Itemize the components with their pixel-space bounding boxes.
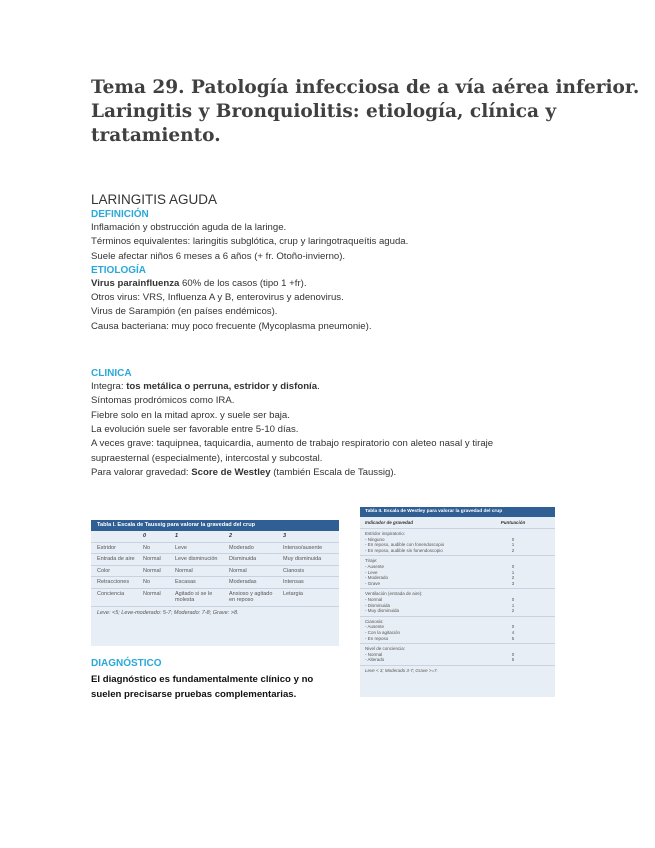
- table-cell: 4: [511, 629, 515, 635]
- table-cell: Cianosis: [283, 567, 305, 574]
- table-cell: 0: [511, 536, 515, 542]
- diagnostico-line: suelen precisarse pruebas complementarias.: [91, 688, 297, 700]
- table-cell: - Muy disminuida: [365, 608, 400, 614]
- table-row: [365, 581, 550, 587]
- group-title: Cianosis:: [365, 618, 384, 624]
- table-cell: - Normal: [365, 596, 383, 602]
- taussig-table-footer: Leve: <5; Leve-moderado: 5-7; Moderado: 7-8; Grave: >8.: [97, 609, 239, 616]
- etiologia-line: [91, 277, 561, 291]
- table-cell: - Normal: [365, 651, 383, 657]
- table-cell: - Ausente: [365, 624, 385, 630]
- table-header-cell: 2: [229, 533, 233, 539]
- table-cell: 1: [511, 542, 515, 548]
- table-header-row: [360, 517, 555, 529]
- table-row: [91, 566, 339, 578]
- table-header-cell: 3: [283, 533, 287, 539]
- table-cell: - Alterado: [365, 657, 385, 663]
- clinica-line: Síntomas prodrómicos como IRA.: [91, 395, 235, 407]
- table-cell: Ansioso y agitado en reposo: [229, 590, 273, 603]
- table-cell: Conciencia: [97, 590, 125, 597]
- table-cell: Estridor: [97, 544, 116, 551]
- table-cell: - Leve: [365, 569, 378, 575]
- table-cell: - Ausente: [365, 563, 385, 569]
- table-cell: Leve disminución: [175, 556, 218, 562]
- table-cell: - Con la agitación: [365, 629, 401, 635]
- table-cell: Letargia: [283, 590, 303, 597]
- table-cell: 2: [511, 547, 515, 553]
- table-group: [360, 617, 555, 644]
- table-header-cell: 0: [143, 533, 147, 539]
- table-row: [365, 657, 550, 663]
- etiologia-bold: Virus parainfluenza: [91, 277, 180, 289]
- table-row: [91, 543, 339, 555]
- table-group: [360, 529, 555, 556]
- table-cell: 0: [511, 624, 515, 630]
- table-cell: - En reposo: [365, 635, 389, 641]
- title-line-2: Laringitis y Bronquiolitis: etiología, clínica y: [91, 101, 557, 122]
- definicion-heading: DEFINICIÓN: [91, 209, 149, 220]
- page-title: [91, 76, 640, 148]
- table-cell: 5: [511, 657, 515, 663]
- westley-table: [360, 507, 555, 697]
- section-heading: LARINGITIS AGUDA: [91, 192, 218, 207]
- group-title: Estridor inspiratorio:: [365, 531, 406, 536]
- table-cell: No: [143, 544, 151, 551]
- clinica-line: A veces grave: taquipnea, taquicardia, aumento de trabajo respiratorio con aleteo nasal y tiraje: [91, 438, 494, 450]
- clinica-line: [91, 380, 561, 394]
- table-header-cell: 1: [175, 533, 179, 539]
- group-title: Nivel de conciencia:: [365, 646, 406, 652]
- table-row: [91, 554, 339, 566]
- table-cell: 0: [511, 563, 515, 569]
- table-cell: 5: [511, 635, 515, 641]
- table-cell: - En reposo, audible sin fonendoscopio: [365, 547, 443, 553]
- table-cell: Intensas: [283, 579, 304, 585]
- table-cell: Normal: [143, 556, 161, 562]
- table-cell: Agitado si se le molesta: [175, 590, 213, 603]
- clinica-heading: CLINICA: [91, 368, 132, 380]
- table-group: [360, 644, 555, 666]
- taussig-table: [91, 520, 339, 646]
- title-line-1: Tema 29. Patología infecciosa de a vía aérea inferior.: [91, 77, 640, 98]
- title-line-3: tratamiento.: [91, 125, 221, 146]
- table-cell: Escasas: [175, 579, 196, 585]
- definicion-line: Suele afectar niños 6 meses a 6 años (+ fr. Otoño-invierno).: [91, 250, 346, 262]
- group-title: Tiraje:: [365, 558, 378, 564]
- clinica-line: Fiebre solo en la mitad aprox. y suele ser baja.: [91, 409, 290, 421]
- diagnostico-line: El diagnóstico es fundamentalmente clínico y no: [91, 674, 314, 685]
- table-cell: 2: [511, 575, 515, 581]
- etiologia-line: Causa bacteriana: muy poco frecuente (Mycoplasma pneumonie).: [91, 320, 372, 332]
- table-row: [91, 577, 339, 589]
- clinica-last-end: (también Escala de Taussig).: [270, 466, 397, 478]
- clinica-bold: tos metálica o perruna, estridor y disfonía: [126, 381, 318, 393]
- table-header-row: [91, 531, 339, 543]
- etiologia-line: Otros virus: VRS, Influenza A y B, enterovirus y adenovirus.: [91, 292, 344, 304]
- table-cell: 1: [511, 569, 515, 575]
- diagnostico-text: [91, 673, 353, 702]
- main-content: [91, 191, 561, 480]
- table-cell: Disminuida: [229, 556, 257, 562]
- table-cell: Retracciones: [97, 579, 130, 585]
- table-header-cell: Puntuación: [500, 520, 526, 525]
- table-group: [360, 589, 555, 616]
- clinica-line: supraesternal (especialmente), intercostal y subcostal.: [91, 452, 323, 464]
- table-group: [360, 556, 555, 589]
- diagnostico-heading: DIAGNÓSTICO: [91, 658, 162, 669]
- table-cell: Entrada de aire: [97, 556, 135, 562]
- clinica-line: [91, 466, 561, 480]
- table-cell: Intenso/ausente: [283, 544, 323, 551]
- taussig-table-title: Tabla I. Escala de Taussig para valorar la gravedad del crup: [91, 520, 339, 531]
- table-cell: - Disminuida: [365, 602, 391, 608]
- table-cell: No: [143, 579, 151, 585]
- table-cell: Normal: [143, 567, 161, 574]
- table-cell: Moderado: [229, 544, 254, 551]
- table-row: [365, 548, 550, 554]
- clinica-last-bold: Score de Westley: [191, 466, 271, 478]
- table-row: [91, 589, 339, 607]
- table-cell: 0: [511, 596, 515, 602]
- westley-table-footer: Leve < 3; Moderado 3-7; Grave >=7.: [365, 667, 438, 673]
- table-cell: Normal: [143, 590, 161, 597]
- table-cell: - En reposo, audible con fonendoscopio: [365, 542, 445, 548]
- table-cell: - Grave: [365, 580, 381, 586]
- table-cell: 2: [511, 608, 515, 614]
- table-cell: Muy disminuida: [283, 556, 322, 562]
- clinica-last-prefix: Para valorar gravedad:: [91, 466, 192, 478]
- table-cell: 3: [511, 580, 515, 586]
- table-header-cell: [95, 531, 141, 542]
- definicion-line: Términos equivalentes: laringitis subglótica, crup y laringotraqueítis aguda.: [91, 236, 409, 248]
- table-row: [365, 608, 550, 614]
- definicion-line: Inflamación y obstrucción aguda de la laringe.: [91, 222, 287, 233]
- table-cell: Color: [97, 567, 111, 574]
- table-cell: Normal: [229, 567, 247, 574]
- table-cell: 1: [511, 602, 515, 608]
- table-cell: Normal: [175, 567, 193, 574]
- table-cell: - Ninguno: [365, 536, 385, 542]
- etiologia-rest: 60% de los casos (tipo 1 +fr).: [179, 277, 307, 289]
- table-cell: Moderadas: [229, 579, 257, 585]
- table-header-cell: Indicador de gravedad: [365, 520, 414, 525]
- etiologia-heading: ETIOLOGÍA: [91, 264, 146, 276]
- table-cell: 0: [511, 651, 515, 657]
- group-title: Ventilación (entrada de aire):: [365, 591, 423, 597]
- etiologia-line: Virus de Sarampión (en países endémicos).: [91, 306, 278, 318]
- clinica-end: .: [317, 381, 320, 393]
- table-row: [365, 636, 550, 642]
- clinica-line: La evolución suele ser favorable entre 5-10 días.: [91, 423, 299, 435]
- westley-table-title: Tabla II. Escala de Westley para valorar la gravedad del crup: [360, 507, 555, 517]
- table-cell: Leve: [175, 544, 187, 551]
- clinica-prefix: Integra:: [91, 381, 127, 393]
- table-cell: - Moderado: [365, 575, 389, 581]
